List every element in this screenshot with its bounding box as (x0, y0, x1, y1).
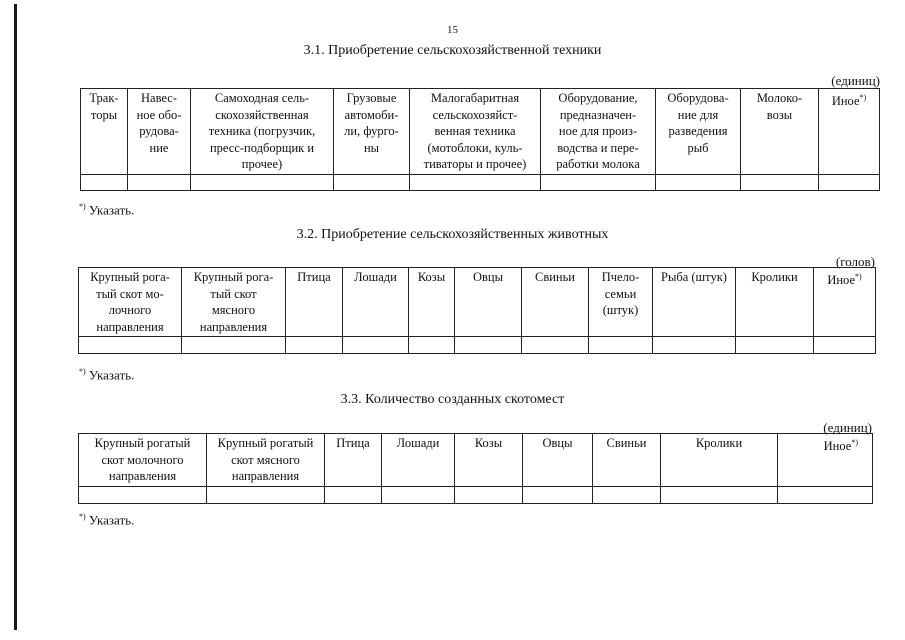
page-number: 15 (447, 24, 458, 36)
table-cell[interactable] (382, 486, 455, 503)
table-cell[interactable] (182, 337, 286, 354)
column-header-other: Иное*) (819, 89, 880, 175)
column-header: Крупный рогатый скот молочного направления (79, 434, 207, 487)
table-cell[interactable] (128, 175, 191, 191)
column-header: Овцы (455, 268, 522, 337)
table-cell[interactable] (593, 486, 661, 503)
table-cell[interactable] (343, 337, 409, 354)
table-cell[interactable] (589, 337, 653, 354)
column-header: Рыба (штук) (653, 268, 736, 337)
livestock-places-table (78, 433, 873, 504)
footnote-machinery: *) Указать. (79, 202, 135, 218)
table-cell[interactable] (325, 486, 382, 503)
table-cell[interactable] (334, 175, 410, 191)
column-header: Навес- ное обо- рудова- ние (128, 89, 191, 175)
table-cell[interactable] (523, 486, 593, 503)
section-title-machinery: 3.1. Приобретение сельскохозяйственной техники (303, 43, 602, 58)
column-header: Пчело- семьи (штук) (589, 268, 653, 337)
column-header: Крупный рогатый скот мясного направления (207, 434, 325, 487)
column-header: Козы (455, 434, 523, 487)
table-cell[interactable] (79, 337, 182, 354)
table-cell[interactable] (741, 175, 819, 191)
table-cell[interactable] (79, 486, 207, 503)
column-header: Самоходная сель- скохозяйственная техника (погрузчик, пресс-подборщик и прочее) (191, 89, 334, 175)
table-cell[interactable] (410, 175, 541, 191)
machinery-table (80, 88, 880, 191)
table-row (81, 175, 880, 191)
scan-edge-line (14, 4, 17, 630)
table-cell[interactable] (653, 337, 736, 354)
table-cell[interactable] (656, 175, 741, 191)
section-title-animals: 3.2. Приобретение сельскохозяйственных животных (296, 227, 609, 242)
column-header: Оборудова- ние для разведения рыб (656, 89, 741, 175)
column-header: Трак- торы (81, 89, 128, 175)
column-header: Птица (286, 268, 343, 337)
unit-label-animals: (голов) (835, 254, 875, 269)
table-cell[interactable] (409, 337, 455, 354)
table-cell[interactable] (541, 175, 656, 191)
column-header: Малогабаритная сельскохозяйст- венная техника (мотоблоки, куль- тиваторы и прочее) (410, 89, 541, 175)
table-cell[interactable] (455, 486, 523, 503)
table-cell[interactable] (778, 486, 873, 503)
section-title-livestock-places: 3.3. Количество созданных скотомест (340, 392, 565, 407)
table-cell[interactable] (522, 337, 589, 354)
column-header-other: Иное*) (778, 434, 873, 487)
column-header: Крупный рога- тый скот мо- лочного направления (79, 268, 182, 337)
table-cell[interactable] (736, 337, 814, 354)
column-header: Лошади (382, 434, 455, 487)
table-cell[interactable] (661, 486, 778, 503)
column-header: Оборудование, предназначен- ное для произ- водства и пере- работки молока (541, 89, 656, 175)
footnote-animals: *) Указать. (79, 367, 135, 383)
column-header-other: Иное*) (814, 268, 876, 337)
column-header: Крупный рога- тый скот мясного направления (182, 268, 286, 337)
table-row (79, 486, 873, 503)
table-cell[interactable] (191, 175, 334, 191)
column-header: Грузовые автомоби- ли, фурго- ны (334, 89, 410, 175)
column-header: Свиньи (522, 268, 589, 337)
footnote-livestock-places: *) Указать. (79, 512, 135, 528)
column-header: Молоко- возы (741, 89, 819, 175)
column-header: Кролики (736, 268, 814, 337)
table-cell[interactable] (286, 337, 343, 354)
column-header: Кролики (661, 434, 778, 487)
unit-label-livestock-places: (единиц) (823, 420, 872, 435)
table-cell[interactable] (81, 175, 128, 191)
column-header: Птица (325, 434, 382, 487)
unit-label-machinery: (единиц) (831, 73, 880, 88)
table-cell[interactable] (819, 175, 880, 191)
animals-table (78, 267, 876, 354)
column-header: Овцы (523, 434, 593, 487)
table-cell[interactable] (814, 337, 876, 354)
table-cell[interactable] (455, 337, 522, 354)
column-header: Лошади (343, 268, 409, 337)
column-header: Козы (409, 268, 455, 337)
column-header: Свиньи (593, 434, 661, 487)
table-cell[interactable] (207, 486, 325, 503)
table-row (79, 337, 876, 354)
